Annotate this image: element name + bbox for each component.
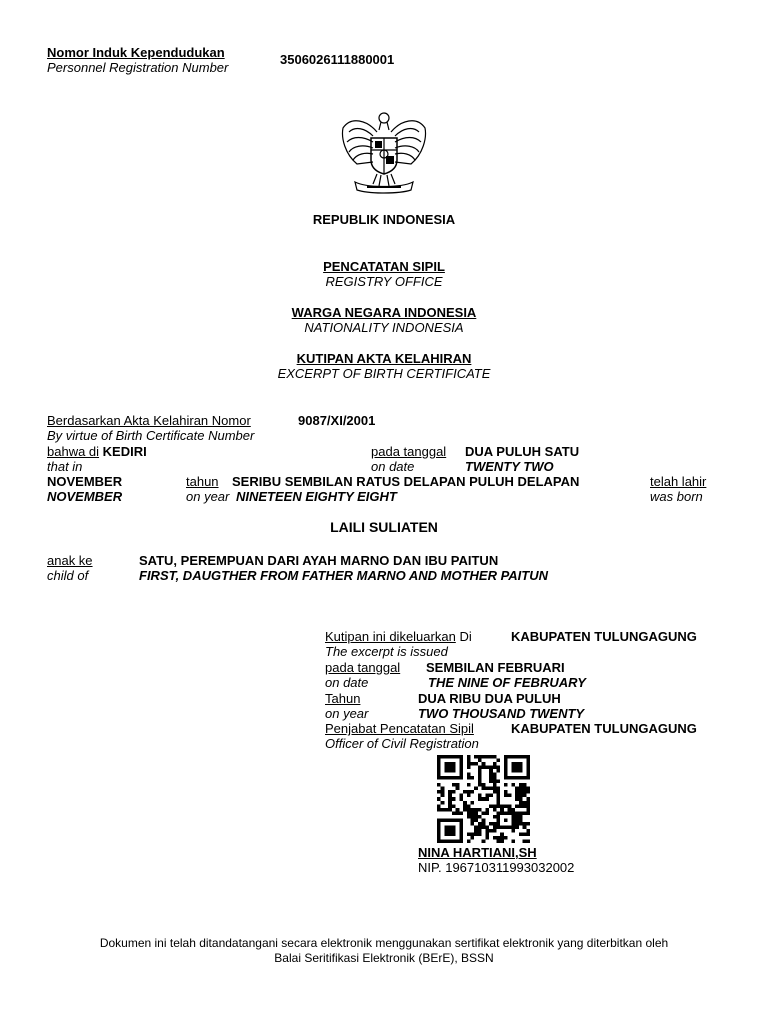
birth-month-en: NOVEMBER — [47, 489, 123, 504]
cert-label: Berdasarkan Akta Kelahiran Nomor — [47, 413, 251, 428]
qr-code-icon — [437, 755, 530, 843]
nik-label-en: Personnel Registration Number — [47, 60, 229, 75]
child-label-en: child of — [47, 568, 89, 583]
title-nationality-en: NATIONALITY INDONESIA — [304, 320, 464, 335]
officer-label: Penjabat Pencatatan Sipil — [325, 721, 474, 736]
issue-date-en: THE NINE OF FEBRUARY — [428, 675, 586, 690]
person-name: LAILI SULIATEN — [330, 519, 438, 535]
issue-year: DUA RIBU DUA PULUH — [418, 691, 561, 706]
that-in-label: bahwa di — [47, 444, 100, 459]
on-date-label-en: on date — [371, 459, 415, 474]
issue-year-label-en: on year — [325, 706, 369, 721]
birth-place: KEDIRI — [102, 444, 147, 459]
issued-label-suffix: Di — [459, 629, 472, 644]
birth-day: DUA PULUH SATU — [465, 444, 580, 459]
issue-year-en: TWO THOUSAND TWENTY — [418, 706, 585, 721]
issue-year-label: Tahun — [325, 691, 361, 706]
title-republic: REPUBLIK INDONESIA — [312, 212, 456, 227]
child-value: SATU, PEREMPUAN DARI AYAH MARNO DAN IBU PAITUN — [139, 553, 499, 568]
birth-month: NOVEMBER — [47, 474, 123, 489]
year-label: tahun — [186, 474, 219, 489]
cert-label-en: By virtue of Birth Certificate Number — [47, 428, 255, 443]
on-date-label: pada tanggal — [371, 444, 447, 459]
officer-label-en: Officer of Civil Registration — [325, 736, 479, 751]
that-in-label-en: that in — [47, 459, 83, 474]
born-label-en: was born — [650, 489, 703, 504]
issued-place: KABUPATEN TULUNGAGUNG — [511, 629, 697, 644]
title-nationality: WARGA NEGARA INDONESIA — [291, 305, 477, 320]
issued-label-en: The excerpt is issued — [325, 644, 448, 659]
footer-line-2: Balai Seritifikasi Elektronik (BErE), BSSN — [274, 951, 494, 965]
signatory-nip: NIP. 196710311993032002 — [418, 860, 575, 875]
child-label: anak ke — [47, 553, 93, 568]
birth-year: SERIBU SEMBILAN RATUS DELAPAN PULUH DELAPAN — [232, 474, 580, 489]
issue-date-label-en: on date — [325, 675, 369, 690]
footer-line-1: Dokumen ini telah ditandatangani secara elektronik menggunakan sertifikat elektronik yang diterbitkan oleh — [99, 936, 669, 950]
title-document: KUTIPAN AKTA KELAHIRAN — [296, 351, 472, 366]
born-label: telah lahir — [650, 474, 707, 489]
issued-label: Kutipan ini dikeluarkan — [325, 629, 456, 644]
garuda-emblem-icon — [337, 108, 431, 196]
cert-number: 9087/XI/2001 — [298, 413, 376, 428]
title-document-en: EXCERPT OF BIRTH CERTIFICATE — [277, 366, 491, 381]
birth-year-en: NINETEEN EIGHTY EIGHT — [236, 489, 397, 504]
issue-date: SEMBILAN FEBRUARI — [426, 660, 565, 675]
nik-label: Nomor Induk Kependudukan — [47, 45, 225, 60]
title-office: PENCATATAN SIPIL — [323, 259, 445, 274]
nik-value: 3506026111880001 — [280, 52, 395, 67]
birth-day-en: TWENTY TWO — [465, 459, 554, 474]
child-value-en: FIRST, DAUGTHER FROM FATHER MARNO AND MOTHER PAITUN — [139, 568, 548, 583]
signatory-name: NINA HARTIANI,SH — [418, 845, 537, 860]
title-office-en: REGISTRY OFFICE — [325, 274, 443, 289]
year-label-en: on year — [186, 489, 230, 504]
officer-place: KABUPATEN TULUNGAGUNG — [511, 721, 697, 736]
issue-date-label: pada tanggal — [325, 660, 401, 675]
